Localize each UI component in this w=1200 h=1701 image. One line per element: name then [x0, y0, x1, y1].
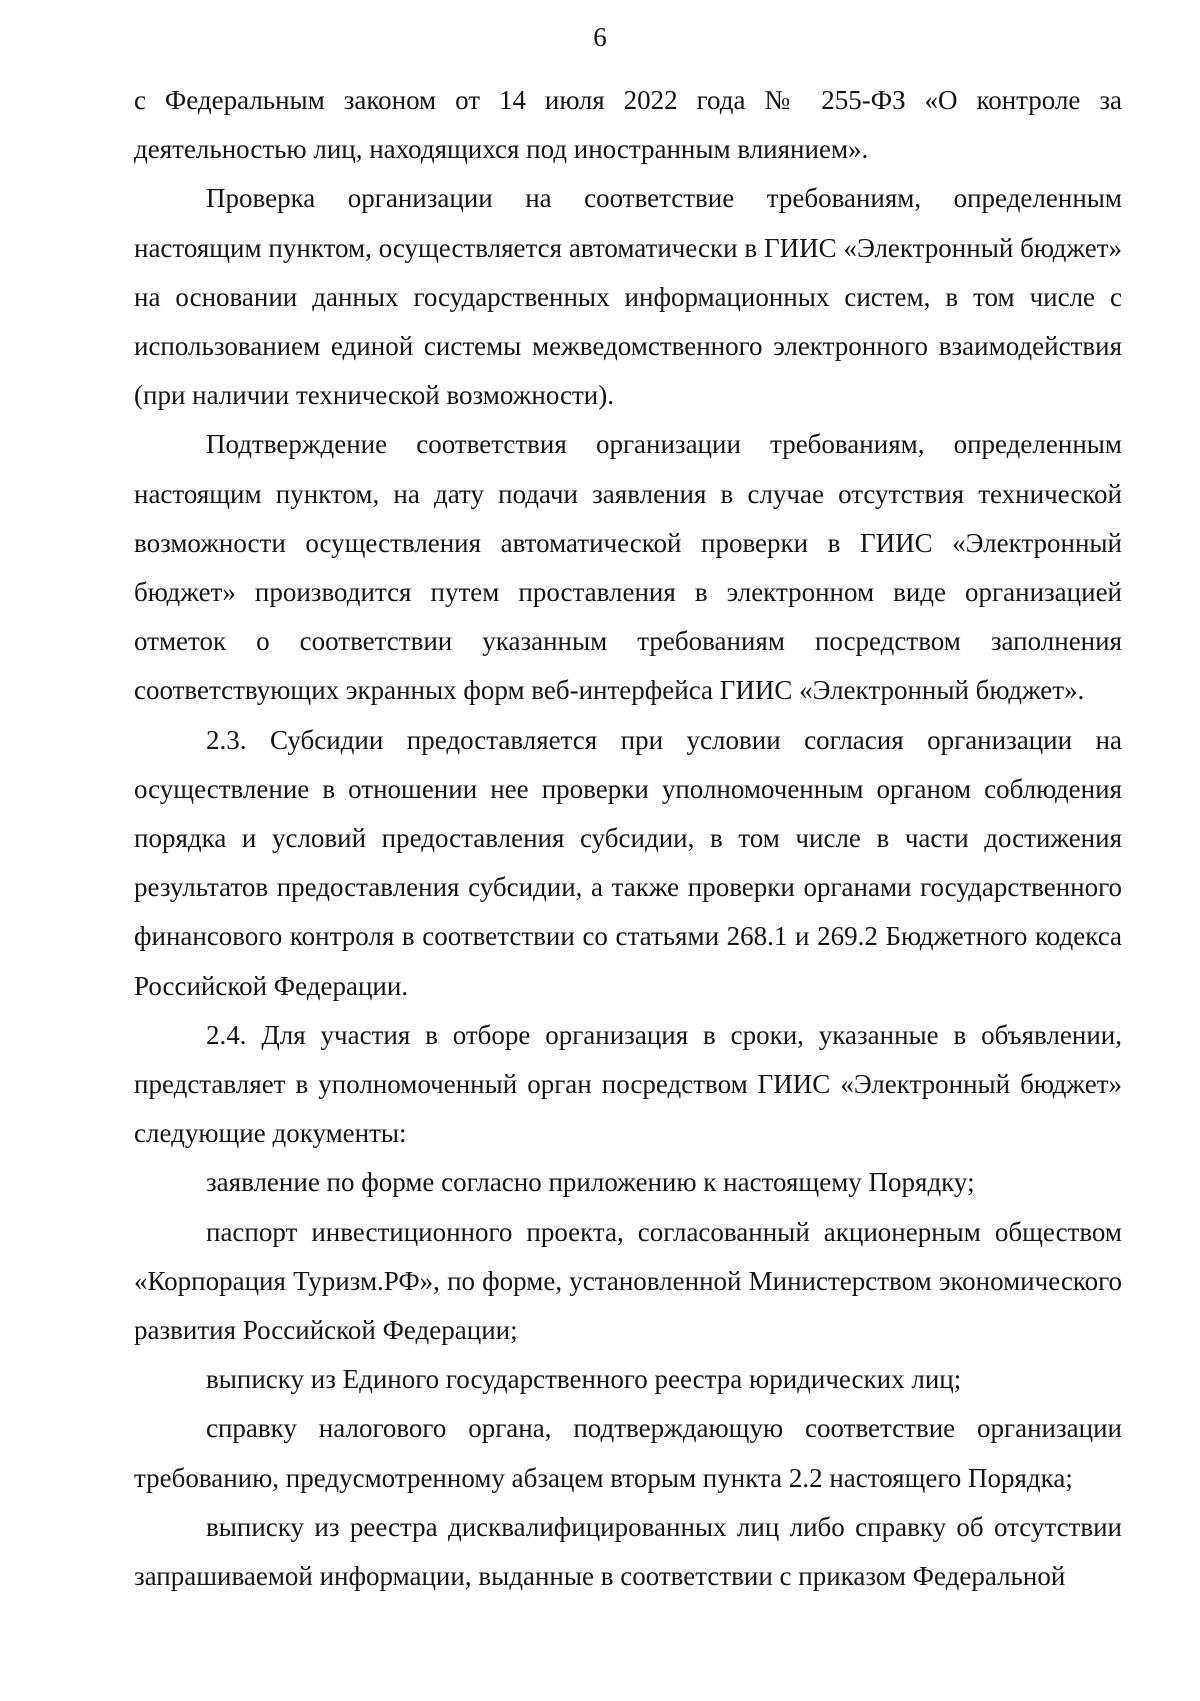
paragraph-4: 2.3. Субсидии предоставляется при условии согласия организации на осуществление в отношении нее проверки уполномоченным органом соблюдения порядка и условий предоставления субсидии, в том числе в части достижения результатов предоставления субсидии, а также проверки органами государственного финансового контроля в соответствии со статьями 268.1 и 269.2 Бюджетного кодекса Российской Федерации.: [134, 724, 1122, 1001]
paragraph-5: 2.4. Для участия в отборе организация в сроки, указанные в объявлении, представляет в уполномоченный орган посредством ГИИС «Электронный бюджет» следующие документы:: [134, 1019, 1122, 1149]
paragraph-3: Подтверждение соответствия организации требованиям, определенным настоящим пунктом, на дату подачи заявления в случае отсутствия технической возможности осуществления автоматической проверки в ГИИС «Электронный бюджет» производится путем проставления в электронном виде организацией отметок о соответствии указанным требованиям посредством заполнения соответствующих экранных форм веб-интерфейса ГИИС «Электронный бюджет».: [134, 429, 1122, 706]
paragraph-6: заявление по форме согласно приложению к настоящему Порядку;: [206, 1167, 975, 1198]
document-body: [134, 76, 1122, 1601]
paragraph-10: выписку из реестра дисквалифицированных лиц либо справку об отсутствии запрашиваемой информации, выданные в соответствии с приказом Федеральной: [134, 1511, 1122, 1592]
paragraph-2: Проверка организации на соответствие требованиям, определенным настоящим пунктом, осуществляется автоматически в ГИИС «Электронный бюджет» на основании данных государственных информационных систем, в том числе с использованием единой системы межведомственного электронного взаимодействия (при наличии технической возможности).: [134, 183, 1122, 411]
page-number: 6: [593, 22, 607, 52]
paragraph-7: паспорт инвестиционного проекта, согласованный акционерным обществом «Корпорация Туризм.РФ», по форме, установленной Министерством экономического развития Российской Федерации;: [134, 1216, 1122, 1346]
paragraph-1: с Федеральным законом от 14 июля 2022 года № 255-ФЗ «О контроле за деятельностью лиц, находящихся под иностранным влиянием».: [134, 85, 1122, 165]
paragraph-8: выписку из Единого государственного реестра юридических лиц;: [206, 1364, 962, 1395]
paragraph-9: справку налогового органа, подтверждающую соответствие организации требованию, предусмотренному абзацем вторым пункта 2.2 настоящего Порядка;: [134, 1413, 1122, 1493]
